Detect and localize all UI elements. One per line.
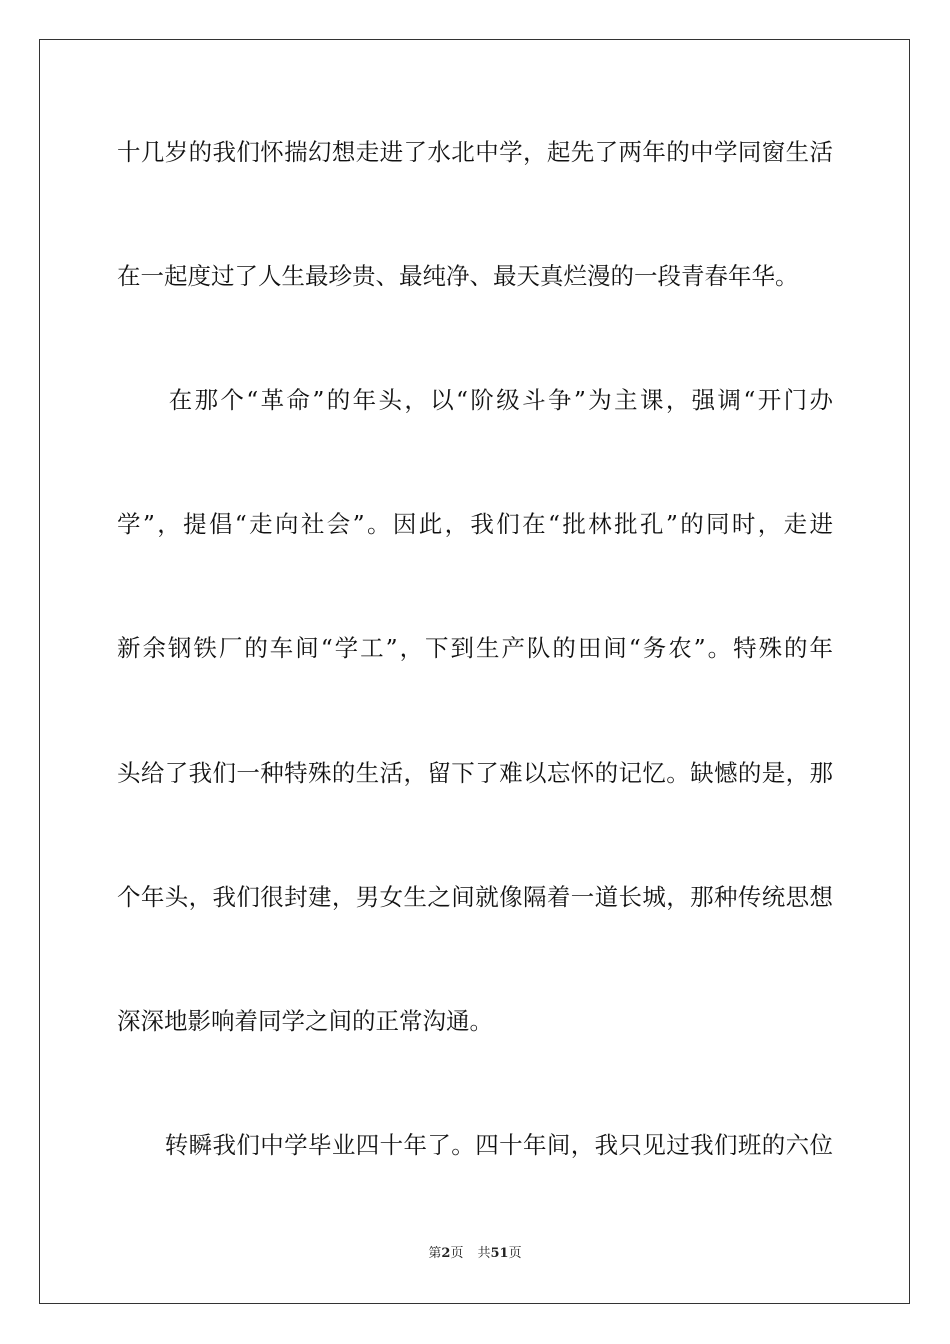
total-prefix: 共 [477, 1246, 491, 1261]
page-suffix: 页 [450, 1246, 464, 1261]
total-suffix: 页 [508, 1246, 522, 1261]
page-prefix: 第 [428, 1246, 442, 1261]
body-line-6: 头给了我们一种特殊的生活，留下了难以忘怀的记忆。缺憾的是，那 [117, 759, 833, 787]
body-line-3: 在那个“革命”的年头，以“阶级斗争”为主课，强调“开门办 [117, 386, 833, 414]
body-line-9: 转瞬我们中学毕业四十年了。四十年间，我只见过我们班的六位 [117, 1131, 833, 1159]
page-number: 2 [441, 1246, 451, 1261]
page-footer [0, 1245, 950, 1263]
body-line-4: 学”，提倡“走向社会”。因此，我们在“批林批孔”的同时，走进 [117, 510, 833, 538]
body-line-1: 十几岁的我们怀揣幻想走进了水北中学，起先了两年的中学同窗生活 [117, 138, 833, 166]
body-line-7: 个年头，我们很封建，男女生之间就像隔着一道长城，那种传统思想 [117, 883, 833, 911]
body-line-5: 新余钢铁厂的车间“学工”，下到生产队的田间“务农”。特殊的年 [117, 634, 833, 662]
body-line-8: 深深地影响着同学之间的正常沟通。 [117, 1007, 493, 1035]
page-border [39, 39, 910, 1304]
total-pages: 51 [490, 1246, 509, 1261]
body-line-2: 在一起度过了人生最珍贵、最纯净、最天真烂漫的一段青春年华。 [117, 262, 799, 290]
